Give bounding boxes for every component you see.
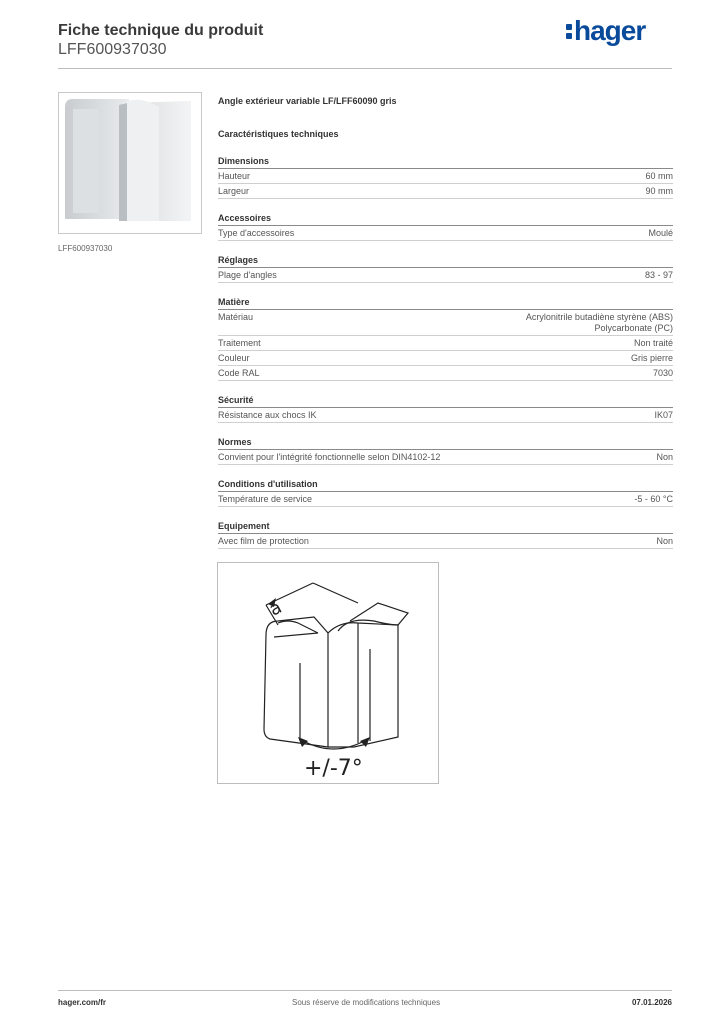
spec-group	[218, 297, 673, 381]
spec-group	[218, 437, 673, 465]
spec-sheet	[218, 96, 673, 580]
spec-group	[218, 156, 673, 199]
spec-label: Couleur	[218, 353, 250, 363]
footer-divider	[58, 990, 672, 991]
spec-value: -5 - 60 °C	[634, 494, 673, 504]
spec-row	[218, 184, 673, 199]
spec-row	[218, 351, 673, 366]
spec-row	[218, 310, 673, 336]
spec-row	[218, 492, 673, 507]
spec-value: Non	[656, 452, 673, 462]
spec-value: 83 - 97	[644, 270, 673, 280]
spec-value: Acrylonitrile butadiène styrène (ABS) Polycarbonate (PC)	[525, 312, 673, 333]
spec-group-title: Normes	[218, 437, 673, 450]
spec-row	[218, 226, 673, 241]
spec-value: 60 mm	[645, 171, 673, 181]
product-photo-image	[59, 93, 201, 233]
dimension-a-label: a	[265, 596, 286, 621]
footer-date: 07.01.2026	[631, 998, 672, 1007]
spec-row	[218, 336, 673, 351]
spec-label: Température de service	[218, 494, 313, 504]
spec-label: Avec film de protection	[218, 536, 309, 546]
spec-label: Type d'accessoires	[218, 228, 295, 238]
spec-row	[218, 450, 673, 465]
spec-value: 90 mm	[645, 186, 673, 196]
spec-row	[218, 534, 673, 549]
logo-text: hager	[574, 15, 646, 46]
document-header	[58, 22, 263, 59]
spec-group-title: Dimensions	[218, 156, 673, 169]
spec-label: Traitement	[218, 338, 261, 348]
spec-group	[218, 255, 673, 283]
spec-row	[218, 268, 673, 283]
spec-group	[218, 213, 673, 241]
footer-notice: Sous réserve de modifications techniques	[292, 998, 441, 1007]
spec-group-title: Conditions d'utilisation	[218, 479, 673, 492]
spec-label: Résistance aux chocs IK	[218, 410, 317, 420]
technical-drawing	[217, 562, 439, 784]
thumbnail-caption: LFF600937030	[58, 244, 113, 253]
spec-group-title: Equipement	[218, 521, 673, 534]
spec-label: Largeur	[218, 186, 250, 196]
spec-group	[218, 395, 673, 423]
spec-row	[218, 366, 673, 381]
spec-label: Plage d'angles	[218, 270, 277, 280]
angle-tolerance-label: +/-7°	[304, 756, 363, 781]
spec-group-title: Réglages	[218, 255, 673, 268]
spec-group	[218, 479, 673, 507]
spec-row	[218, 169, 673, 184]
spec-value: IK07	[654, 410, 673, 420]
spec-group	[218, 521, 673, 549]
logo-dots-icon	[566, 21, 572, 41]
spec-row	[218, 408, 673, 423]
product-reference: LFF600937030	[58, 41, 167, 58]
spec-value: Non	[656, 536, 673, 546]
spec-group-title: Matière	[218, 297, 673, 310]
product-thumbnail	[58, 92, 202, 234]
spec-groups	[218, 156, 673, 549]
spec-value: Non traité	[633, 338, 673, 348]
footer-website: hager.com/fr	[58, 998, 107, 1007]
header-divider	[58, 68, 672, 69]
hager-logo	[566, 14, 645, 48]
spec-label: Hauteur	[218, 171, 251, 181]
spec-label: Convient pour l'intégrité fonctionnelle selon DIN4102-12	[218, 452, 441, 462]
characteristics-heading: Caractéristiques techniques	[218, 129, 339, 139]
spec-group-title: Sécurité	[218, 395, 673, 408]
spec-label: Code RAL	[218, 368, 260, 378]
spec-group-title: Accessoires	[218, 213, 673, 226]
product-name: Angle extérieur variable LF/LFF60090 gris	[218, 96, 397, 106]
spec-label: Matériau	[218, 312, 254, 322]
angle-drawing-image	[218, 563, 438, 783]
spec-value: Gris pierre	[630, 353, 673, 363]
spec-value: 7030	[652, 368, 673, 378]
spec-value: Moulé	[648, 228, 673, 238]
page-title: Fiche technique du produit	[58, 22, 264, 39]
